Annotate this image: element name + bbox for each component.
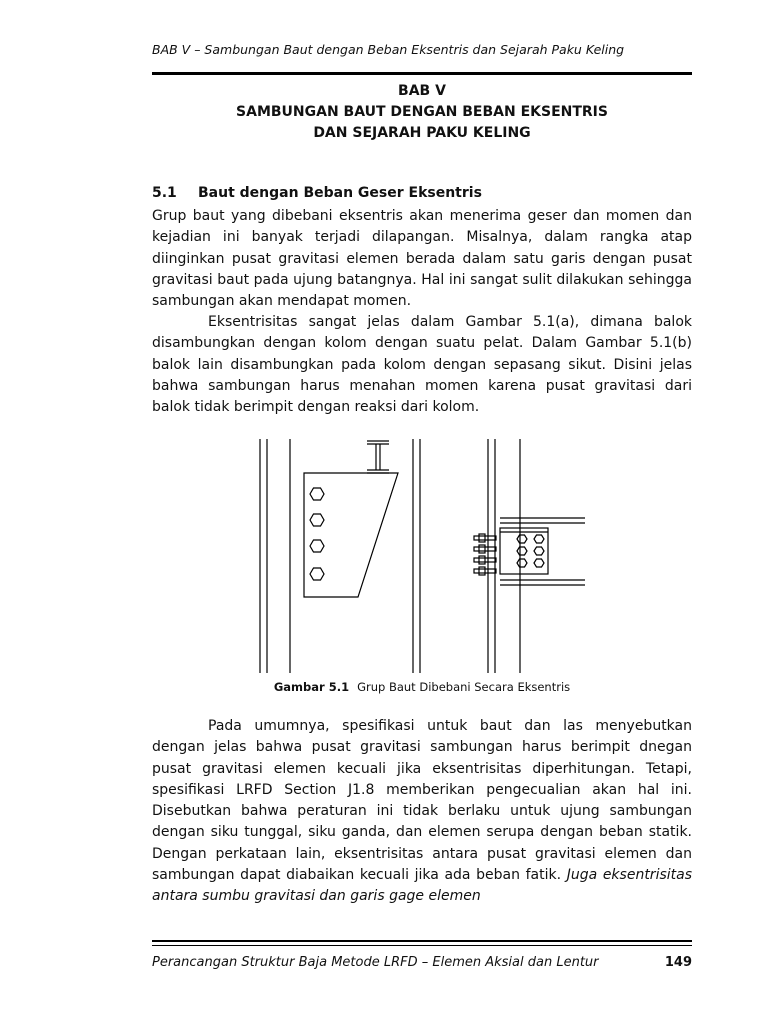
chapter-number: BAB V: [398, 83, 446, 99]
figure-caption-text: Grup Baut Dibebani Secara Eksentris: [357, 680, 571, 694]
section-number: 5.1: [152, 185, 177, 201]
section-heading: [152, 185, 482, 201]
section-title: Baut dengan Beban Geser Eksentris: [198, 185, 482, 201]
paragraph-3-text: [152, 716, 692, 908]
chapter-title-line2: DAN SEJARAH PAKU KELING: [313, 125, 531, 141]
figure-caption-label: Gambar 5.1: [273, 680, 350, 694]
footer-rule-thin: [152, 945, 692, 946]
paragraph-2-text: Eksentrisitas sangat jelas dalam Gambar 5.1(a), dimana balok disambungkan dengan kolom dengan suatu pelat. Dalam Gambar 5.1(b) balok lain disambungkan pada kolom dengan sepasang sikut. Disini jelas bahwa sambungan harus menahan momen karena pusat gravitasi dari balok tidak berimpit dengan reaksi dari kolom.: [152, 314, 692, 416]
header-rule: [152, 72, 692, 75]
paragraph-2: [152, 312, 692, 418]
chapter-title-line1: SAMBUNGAN BAUT DENGAN BEBAN EKSENTRIS: [236, 104, 608, 120]
page-number: 149: [664, 955, 692, 970]
footer-book-title: Perancangan Struktur Baja Metode LRFD – Elemen Aksial dan Lentur: [152, 955, 599, 970]
paragraph-1: [152, 206, 692, 312]
paragraph-3-italic: Juga eksentrisitas antara sumbu gravitasi dan garis gage elemen: [152, 867, 693, 905]
running-header: BAB V – Sambungan Baut dengan Beban Eksentris dan Sejarah Paku Keling: [152, 42, 625, 57]
chapter-title: [152, 81, 692, 144]
paragraph-3-normal: Pada umumnya, spesifikasi untuk baut dan las menyebutkan dengan jelas bahwa pusat gravitasi sambungan harus berimpit dnegan pusat gravitasi elemen kecuali jika eksentrisitas diperhitungan. Tetapi, spesifikasi LRFD Section J1.8 memberikan pengecualian akan hal ini. Disebutkan bahwa peraturan ini tidak berlaku untuk ujung sambungan dengan siku tunggal, siku ganda, dan elemen serupa dengan beban statik. Dengan perkataan lain, eksentrisitas antara pusat gravitasi elemen dan sambungan dapat diabaikan kecuali jika ada beban fatik.: [152, 718, 692, 884]
paragraph-3: [152, 716, 692, 908]
figure-bolt-connection-diagram: [250, 437, 600, 677]
footer-rule: [152, 940, 692, 942]
paragraph-1-text: Grup baut yang dibebani eksentris akan menerima geser dan momen dan kejadian ini banyak terjadi dilapangan. Misalnya, dalam rangka atap diinginkan pusat gravitasi elemen berada dalam satu garis dengan pusat gravitasi baut pada ujung batangnya. Hal ini sangat sulit dilakukan sehingga sambungan akan mendapat momen.: [152, 208, 692, 310]
figure-caption: [152, 680, 692, 694]
